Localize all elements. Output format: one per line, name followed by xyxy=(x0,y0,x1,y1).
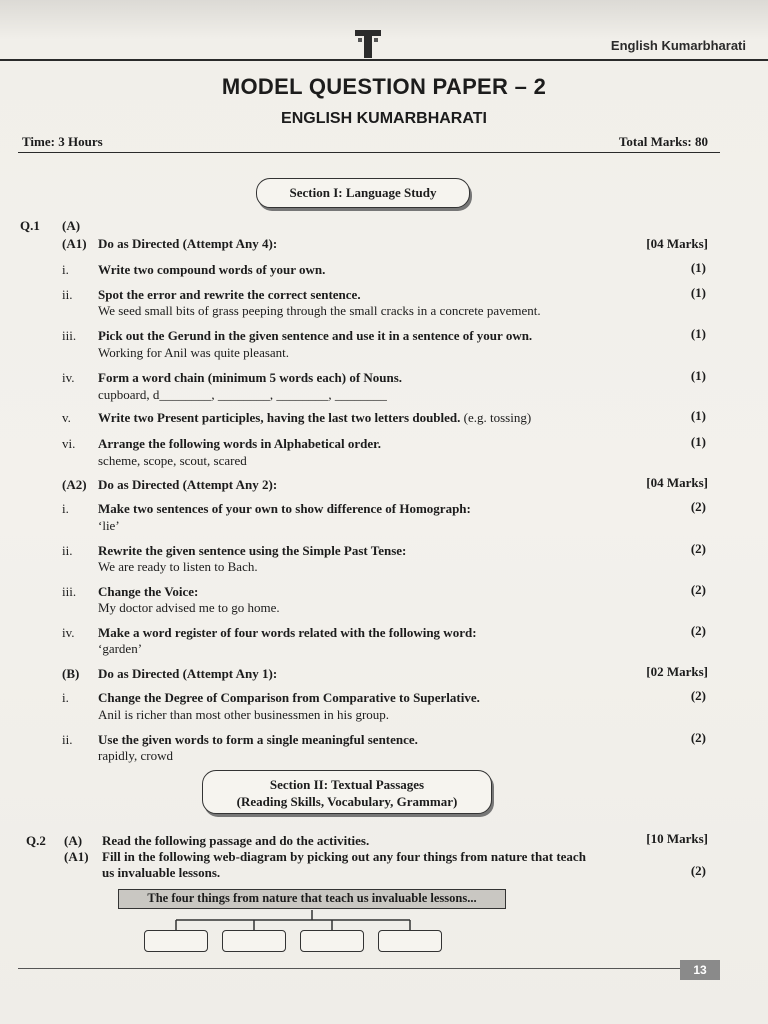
q1-a2-instruction: Do as Directed (Attempt Any 2): xyxy=(98,477,278,492)
question-text: Write two Present participles, having the last two letters doubled. xyxy=(98,410,461,425)
question-marks: (2) xyxy=(690,582,706,597)
item-number: i. xyxy=(62,690,69,705)
q1-a2-label: (A2) xyxy=(62,477,87,492)
item-number: ii. xyxy=(62,543,73,558)
q2-a-label: (A) xyxy=(64,833,83,848)
item-number: v. xyxy=(62,410,71,425)
question-marks: (1) xyxy=(690,285,706,300)
page-number: 13 xyxy=(680,960,720,980)
q1-a1-label: (A1) xyxy=(62,236,87,251)
page-subtitle: ENGLISH KUMARBHARATI xyxy=(281,110,487,127)
q2-a1-instruction: Fill in the following web-diagram by picking out any four things from nature that teach xyxy=(102,849,586,864)
time-label: Time: 3 Hours xyxy=(22,134,103,149)
question-marks: (2) xyxy=(690,541,706,556)
question-detail: ‘garden’ xyxy=(98,641,143,656)
question-marks: (1) xyxy=(690,368,706,383)
q2-number: Q.2 xyxy=(26,833,46,848)
item-number: iii. xyxy=(62,584,77,599)
q2-a1-marks: (2) xyxy=(690,863,706,878)
item-number: iv. xyxy=(62,625,75,640)
item-number: ii. xyxy=(62,287,73,302)
question-marks: (1) xyxy=(690,408,706,423)
q1-number: Q.1 xyxy=(20,218,40,233)
item-number: iii. xyxy=(62,328,77,343)
q1-a1-marks: [04 Marks] xyxy=(646,236,708,251)
q1-b-instruction: Do as Directed (Attempt Any 1): xyxy=(98,666,278,681)
q2-a1-label: (A1) xyxy=(64,849,89,864)
question-detail: We seed small bits of grass peeping through the small cracks in a concrete pavement. xyxy=(98,303,541,318)
word-chain-blanks: cupboard, d________, ________, ________, ________ xyxy=(98,387,387,402)
question-text: Make a word register of four words related with the following word: xyxy=(98,625,477,640)
item-number: ii. xyxy=(62,732,73,747)
question-text: Change the Degree of Comparison from Comparative to Superlative. xyxy=(98,690,480,705)
question-marks: (2) xyxy=(690,688,706,703)
question-text: Form a word chain (minimum 5 words each) of Nouns. xyxy=(98,370,403,385)
item-number: vi. xyxy=(62,436,76,451)
q1-b-marks: [02 Marks] xyxy=(646,664,708,679)
question-text: Write two compound words of your own. xyxy=(98,262,326,277)
question-detail: My doctor advised me to go home. xyxy=(98,600,280,615)
question-detail: rapidly, crowd xyxy=(98,748,173,763)
q1-a2-marks: [04 Marks] xyxy=(646,475,708,490)
q1-b-label: (B) xyxy=(62,666,80,681)
question-detail: We are ready to listen to Bach. xyxy=(98,559,258,574)
question-marks: (1) xyxy=(690,434,706,449)
question-note: (e.g. tossing) xyxy=(463,410,532,425)
web-diagram-answer-box-2[interactable] xyxy=(222,930,286,952)
web-diagram-answer-box-1[interactable] xyxy=(144,930,208,952)
footer-rule xyxy=(18,968,680,969)
question-text: Make two sentences of your own to show difference of Homograph: xyxy=(98,501,471,516)
running-head: English Kumarbharati xyxy=(610,38,746,53)
q2-a-instruction: Read the following passage and do the activities. xyxy=(102,833,370,848)
q2-a-marks: [10 Marks] xyxy=(646,831,708,846)
question-text: Use the given words to form a single meaningful sentence. xyxy=(98,732,418,747)
question-marks: (2) xyxy=(690,730,706,745)
question-detail: ‘lie’ xyxy=(98,518,120,533)
q1-a-label: (A) xyxy=(62,218,81,233)
question-marks: (2) xyxy=(690,623,706,638)
question-detail: scheme, scope, scout, scared xyxy=(98,453,247,468)
item-number: i. xyxy=(62,501,69,516)
question-text: Spot the error and rewrite the correct sentence. xyxy=(98,287,361,302)
section-1-heading: Section I: Language Study xyxy=(256,178,470,208)
question-text: Rewrite the given sentence using the Simple Past Tense: xyxy=(98,543,407,558)
question-detail: Anil is richer than most other businessmen in his group. xyxy=(98,707,390,722)
question-text: Arrange the following words in Alphabetical order. xyxy=(98,436,381,451)
question-marks: (2) xyxy=(690,499,706,514)
web-diagram-answer-box-3[interactable] xyxy=(300,930,364,952)
question-text: Change the Voice: xyxy=(98,584,199,599)
item-number: i. xyxy=(62,262,69,277)
question-marks: (1) xyxy=(690,326,706,341)
total-marks-label: Total Marks: 80 xyxy=(618,134,708,149)
page-title: MODEL QUESTION PAPER – 2 xyxy=(221,74,547,99)
q2-a1-instruction-cont: us invaluable lessons. xyxy=(102,865,221,880)
question-marks: (1) xyxy=(690,260,706,275)
section-2-title: Section II: Textual Passages xyxy=(269,777,425,792)
web-diagram-title: The four things from nature that teach us invaluable lessons... xyxy=(118,889,506,909)
q1-a1-instruction: Do as Directed (Attempt Any 4): xyxy=(98,236,278,251)
question-detail: Working for Anil was quite pleasant. xyxy=(98,345,290,360)
web-diagram-answer-box-4[interactable] xyxy=(378,930,442,952)
question-text: Pick out the Gerund in the given sentence and use it in a sentence of your own. xyxy=(98,328,533,343)
item-number: iv. xyxy=(62,370,75,385)
section-2-subtitle: (Reading Skills, Vocabulary, Grammar) xyxy=(236,794,458,809)
